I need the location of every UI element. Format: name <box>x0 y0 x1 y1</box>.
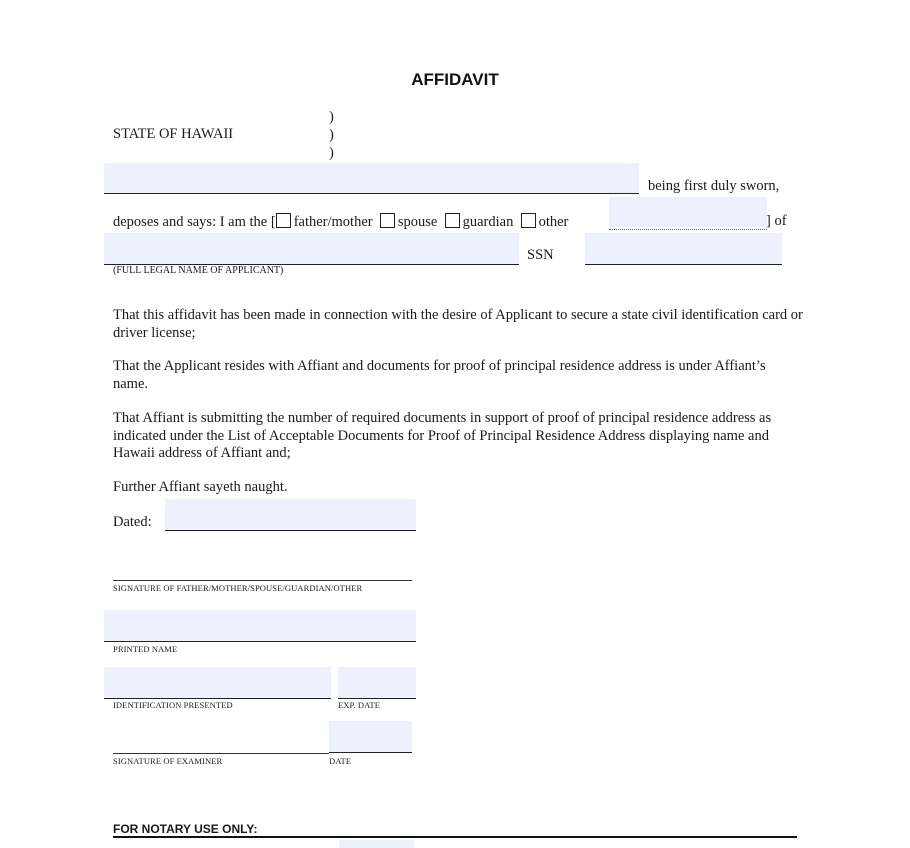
paragraph-residence: That the Applicant resides with Affiant and documents for proof of principal residence address is under Affiant’s name. <box>113 358 766 392</box>
signature-line[interactable] <box>113 580 412 581</box>
venue-bracket: ) <box>329 145 334 161</box>
option-spouse: spouse <box>397 214 438 230</box>
paragraph-closing: Further Affiant sayeth naught. <box>113 479 288 495</box>
identification-field[interactable] <box>104 667 331 699</box>
notary-field[interactable] <box>339 840 414 848</box>
paragraph-purpose: That this affidavit has been made in connection with the desire of Applicant to secure a state civil identification card or driver license; <box>113 307 803 341</box>
checkbox-spouse[interactable] <box>380 213 395 228</box>
document-title: AFFIDAVIT <box>411 70 499 89</box>
applicant-name-field[interactable] <box>104 233 519 265</box>
other-relationship-underline <box>609 229 767 230</box>
dated-field[interactable] <box>165 499 416 531</box>
option-guardian: guardian <box>462 214 514 230</box>
applicant-caption: (FULL LEGAL NAME OF APPLICANT) <box>113 265 284 276</box>
exp-date-caption: EXP. DATE <box>338 700 380 710</box>
option-other: other <box>538 214 569 230</box>
venue-state: STATE OF HAWAII <box>113 126 234 142</box>
examiner-signature-line[interactable] <box>113 753 329 754</box>
checkbox-other[interactable] <box>521 213 536 228</box>
affiant-name-field[interactable] <box>104 163 639 194</box>
paragraph-documents: That Affiant is submitting the number of required documents in support of proof of principal residence address as indicated under the List of Acceptable Documents for Proof of Principal Residence Address displaying name and Hawaii address of Affiant and; <box>113 410 772 461</box>
ssn-label: SSN <box>527 247 554 263</box>
identification-caption: IDENTIFICATION PRESENTED <box>113 700 233 710</box>
deposes-close: ] of <box>766 213 787 229</box>
exp-date-field[interactable] <box>338 667 416 699</box>
sworn-text: being first duly sworn, <box>648 178 780 194</box>
option-father-mother: father/mother <box>293 214 373 230</box>
examiner-date-field[interactable] <box>329 721 412 753</box>
venue-bracket: ) <box>329 109 334 125</box>
checkbox-father-mother[interactable] <box>276 213 291 228</box>
venue-bracket: ) <box>329 127 334 143</box>
signature-caption: SIGNATURE OF FATHER/MOTHER/SPOUSE/GUARDIAN/OTHER <box>113 583 363 593</box>
printed-name-field[interactable] <box>104 610 416 642</box>
date-caption: DATE <box>329 756 352 766</box>
venue-brackets <box>329 108 334 162</box>
notary-rule <box>113 836 797 838</box>
dated-label: Dated: <box>113 514 152 530</box>
examiner-caption: SIGNATURE OF EXAMINER <box>113 756 223 766</box>
notary-heading: FOR NOTARY USE ONLY: <box>113 822 258 836</box>
printed-name-caption: PRINTED NAME <box>113 644 178 654</box>
other-relationship-field[interactable] <box>609 197 767 227</box>
deposes-lead: deposes and says: I am the [ <box>113 214 276 230</box>
relationship-line <box>113 213 568 231</box>
checkbox-guardian[interactable] <box>445 213 460 228</box>
ssn-field[interactable] <box>585 233 782 265</box>
